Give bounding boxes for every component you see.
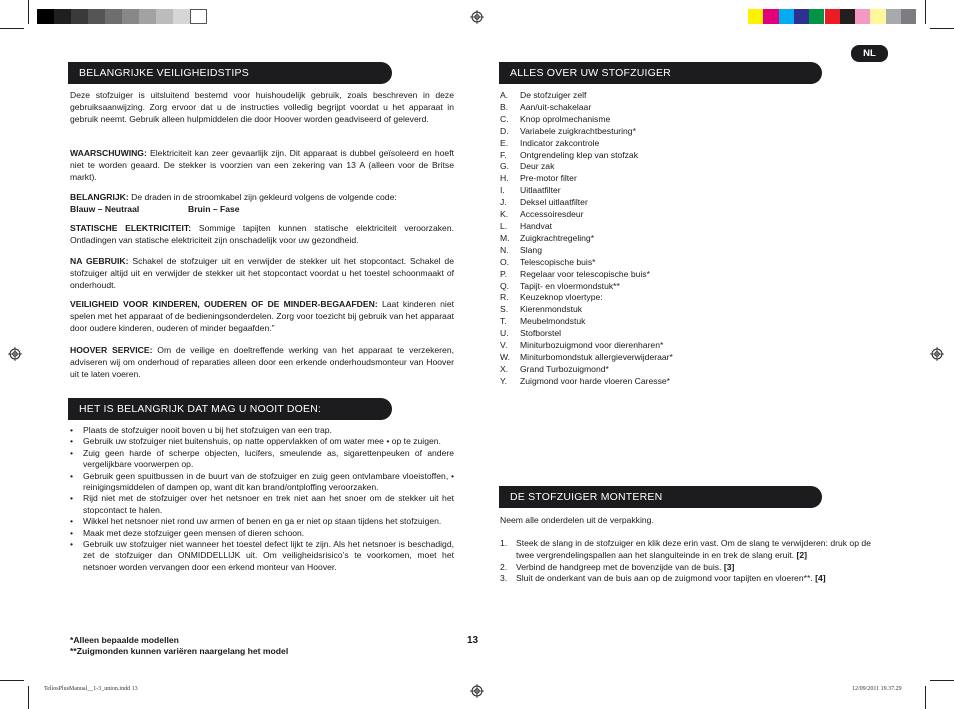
assembly-step	[500, 538, 890, 562]
part-item	[500, 185, 860, 197]
assemble-header: DE STOFZUIGER MONTEREN	[499, 486, 822, 508]
crop-mark	[28, 686, 29, 709]
footnote-nozzles: **Zuigmonden kunnen variëren naargelang het model	[70, 646, 289, 656]
color-swatch	[901, 9, 916, 24]
never-do-item: • Gebruik uw stofzuiger niet wanneer het toestel defect lijkt te zijn. Als het netsnoer is beschadigd, zet de stofzuiger dan ONMIDDELLIJK uit. Om veiligheidsrisico’s te voorkomen, moet het netsnoer worden vervangen door een erkend monteur van Hoover.	[70, 539, 454, 573]
color-swatch	[886, 9, 901, 24]
step-number: 2.	[500, 561, 508, 572]
assembly-step	[500, 562, 890, 574]
never-do-item: • Plaats de stofzuiger nooit boven u bij het stofzuigen van een trap.	[70, 425, 454, 436]
part-item	[500, 138, 860, 150]
safety-tips-header: BELANGRIJKE VEILIGHEIDSTIPS	[68, 62, 392, 84]
footnote-models: *Alleen bepaalde modellen	[70, 635, 179, 645]
service-paragraph	[70, 345, 454, 380]
step-text: Steek de slang in de stofzuiger en klik deze erin vast. Om de slang te verwijderen: druk op de twee vergrendelingspallen aan het slanguiteinde in en trek de slang eruit.	[516, 538, 871, 560]
part-letter: D.	[500, 125, 509, 136]
part-item	[500, 126, 860, 138]
registration-mark-icon	[470, 10, 484, 24]
crop-mark	[930, 680, 954, 681]
part-item	[500, 257, 860, 269]
part-item	[500, 150, 860, 162]
part-item	[500, 376, 860, 388]
part-item	[500, 304, 860, 316]
part-item	[500, 221, 860, 233]
static-label: STATISCHE ELEKTRICITEIT:	[70, 223, 192, 233]
never-do-item: • Maak met deze stofzuiger geen mensen of dieren schoon.	[70, 528, 454, 539]
step-text: Verbind de handgreep met de bovenzijde van de buis.	[516, 561, 722, 572]
wire-brown: Bruin – Fase	[188, 203, 240, 214]
part-letter: B.	[500, 101, 509, 112]
color-swatch	[748, 9, 763, 24]
color-swatch	[870, 9, 885, 24]
never-do-header: HET IS BELANGRIJK DAT MAG U NOOIT DOEN:	[68, 398, 392, 420]
assembly-step	[500, 573, 890, 585]
part-item	[500, 281, 860, 293]
part-letter: G.	[500, 161, 510, 172]
children-paragraph	[70, 299, 454, 334]
children-text: Laat kinderen niet spelen met het apparaat of de bedieningsonderdelen. Zorg voor toezicht bij gebruik van het apparaat door oudere kinderen, ouderen of minder begaafden.”	[70, 299, 454, 333]
part-item	[500, 292, 860, 304]
crop-mark	[28, 0, 29, 24]
gray-swatch	[105, 9, 122, 24]
file-slug: TelíosPlusManual__1-3_union.indd 13	[44, 686, 138, 692]
part-letter: F.	[500, 149, 507, 160]
figure-reference: [3]	[723, 561, 735, 572]
part-label: Zuigmond voor harde vloeren Caresse*	[520, 375, 670, 386]
registration-mark-icon	[930, 347, 944, 361]
part-label: Stofborstel	[520, 328, 562, 339]
assembly-steps-list	[500, 538, 890, 585]
part-letter: O.	[500, 256, 510, 267]
part-letter: W.	[500, 351, 511, 362]
part-label: Slang	[520, 244, 542, 255]
wire-blue: Blauw – Neutraal	[70, 203, 140, 214]
part-item	[500, 328, 860, 340]
color-swatch	[840, 9, 855, 24]
part-letter: C.	[500, 113, 509, 124]
part-letter: V.	[500, 340, 508, 351]
never-do-item: • Rijd niet met de stofzuiger over het netsnoer en trek niet aan het snoer om de stekker uit het stopcontact te halen.	[70, 493, 454, 516]
part-label: Pre-motor filter	[520, 173, 577, 184]
part-label: Aan/uit-schakelaar	[520, 101, 592, 112]
part-letter: Q.	[500, 280, 510, 291]
language-badge: NL	[851, 45, 888, 62]
important-label: BELANGRIJK:	[70, 192, 129, 202]
after-use-paragraph	[70, 256, 454, 291]
crop-mark	[925, 0, 926, 24]
part-label: Telescopische buis*	[520, 256, 596, 267]
gray-swatch	[122, 9, 139, 24]
service-text: Om de veilige en doeltreffende werking van het apparaat te verzekeren, adviseren wij om onderhoud of reparaties alleen door een erkende onderhoudsmonteur van Hoover uit te laten voeren.	[70, 345, 454, 379]
color-swatch	[825, 9, 840, 24]
assemble-intro: Neem alle onderdelen uit de verpakking.	[500, 515, 654, 525]
part-letter: T.	[500, 316, 507, 327]
part-label: Ontgrendeling klep van stofzak	[520, 149, 638, 160]
never-do-item: • Zuig geen harde of scherpe objecten, lucifers, smeulende as, sigarettenpeuken of andere vergelijkbare voorwerpen op.	[70, 448, 454, 471]
part-label: Meubelmondstuk	[520, 316, 586, 327]
part-label: Regelaar voor telescopische buis*	[520, 268, 650, 279]
step-number: 1.	[500, 538, 508, 548]
part-letter: P.	[500, 268, 508, 279]
part-letter: A.	[500, 90, 509, 100]
crop-mark	[925, 686, 926, 709]
part-item	[500, 114, 860, 126]
part-letter: J.	[500, 197, 507, 208]
figure-reference: [2]	[796, 549, 807, 560]
part-letter: L.	[500, 220, 508, 231]
part-letter: I.	[500, 185, 505, 196]
warning-paragraph	[70, 148, 454, 183]
part-item	[500, 90, 860, 102]
page-number: 13	[467, 635, 479, 646]
part-label: Miniturbozuigmond voor dierenharen*	[520, 340, 664, 351]
important-text: De draden in de stroomkabel zijn gekleurd volgens de volgende code:	[128, 192, 397, 202]
never-do-list	[70, 425, 454, 573]
part-item	[500, 233, 860, 245]
gray-swatch	[190, 9, 207, 24]
part-label: Deksel uitlaatfilter	[520, 197, 588, 208]
part-letter: N.	[500, 244, 509, 255]
step-number: 3.	[500, 573, 508, 584]
part-label: Grand Turbozuigmond*	[520, 363, 609, 374]
color-swatch	[794, 9, 809, 24]
registration-mark-icon	[8, 347, 22, 361]
registration-mark-icon	[470, 684, 484, 698]
warning-label: WAARSCHUWING:	[70, 148, 147, 158]
after-use-label: NA GEBRUIK:	[70, 256, 129, 266]
crop-mark	[0, 28, 24, 29]
color-swatch	[855, 9, 870, 24]
part-label: Accessoiresdeur	[520, 209, 584, 220]
part-item	[500, 352, 860, 364]
children-label: VEILIGHEID VOOR KINDEREN, OUDEREN OF DE MINDER-BEGAAFDEN:	[70, 299, 378, 309]
gray-swatch	[139, 9, 156, 24]
part-item	[500, 364, 860, 376]
gray-swatch	[37, 9, 54, 24]
color-swatch	[779, 9, 794, 24]
gray-swatch	[156, 9, 173, 24]
color-swatch	[809, 9, 824, 24]
part-letter: H.	[500, 173, 509, 184]
part-letter: X.	[500, 363, 509, 374]
part-label: Variabele zuigkrachtbesturing*	[520, 125, 636, 136]
part-letter: U.	[500, 328, 509, 339]
gray-swatch	[173, 9, 190, 24]
crop-mark	[0, 680, 24, 681]
parts-list	[500, 90, 860, 388]
part-item	[500, 173, 860, 185]
crop-mark	[930, 28, 954, 29]
part-label: Indicator zakcontrole	[520, 137, 600, 148]
date-slug: 12/09/2011 19.37.29	[852, 686, 902, 692]
static-paragraph	[70, 223, 454, 247]
step-text: Sluit de onderkant van de buis aan op de zuigmond voor tapijten en vloeren**.	[516, 573, 813, 584]
part-letter: Y.	[500, 375, 508, 386]
part-letter: M.	[500, 232, 510, 243]
part-label: Handvat	[520, 220, 553, 231]
part-label: Uitlaatfilter	[520, 185, 561, 196]
important-paragraph	[70, 192, 454, 216]
part-item	[500, 316, 860, 328]
part-item	[500, 340, 860, 352]
part-label: Zuigkrachtregeling*	[520, 232, 595, 243]
part-letter: K.	[500, 209, 509, 220]
part-item	[500, 197, 860, 209]
part-item	[500, 245, 860, 257]
part-item	[500, 269, 860, 281]
part-item	[500, 209, 860, 221]
part-letter: R.	[500, 292, 509, 303]
part-letter: E.	[500, 137, 509, 148]
gray-swatch	[54, 9, 71, 24]
part-label: Keuzeknop vloertype:	[520, 292, 603, 303]
gray-swatch	[71, 9, 88, 24]
part-letter: S.	[500, 304, 509, 315]
never-do-item: • Gebruik geen spuitbussen in de buurt van de stofzuiger en zuig geen ontvlambare vloeistoffen, • reinigingsmiddelen of dampen op, want dit kan brand/ontploffing veroorzaken.	[70, 471, 454, 494]
part-label: Deur zak	[520, 161, 555, 172]
part-label: Miniturbomondstuk allergieverwijderaar*	[520, 351, 673, 362]
part-label: Knop oprolmechanisme	[520, 113, 611, 124]
gray-swatch	[88, 9, 105, 24]
warning-text: Elektriciteit kan zeer gevaarlijk zijn. Dit apparaat is dubbel geïsoleerd en hoeft niet te worden geaard. De stekker is voorzien van een zekering van 13 A (alleen voor de Britse markt).	[70, 148, 454, 182]
parts-header: ALLES OVER UW STOFZUIGER	[499, 62, 822, 84]
part-item	[500, 102, 860, 114]
figure-reference: [4]	[815, 573, 826, 584]
part-label: De stofzuiger zelf	[520, 90, 587, 100]
service-label: HOOVER SERVICE:	[70, 345, 153, 355]
after-use-text: Schakel de stofzuiger uit en verwijder de stekker uit het stopcontact. Schakel de stofzuiger altijd uit en verwijder de stekker uit het stopcontact voordat u het toestel schoonmaakt of onderhoudt.	[70, 256, 454, 290]
part-label: Kierenmondstuk	[520, 304, 583, 315]
static-text: Sommige tapijten kunnen statische elektriciteit veroorzaken. Ontladingen van statische elektriciteit zijn onschadelijk voor uw gezondheid.	[70, 223, 455, 245]
intro-paragraph: Deze stofzuiger is uitsluitend bestemd voor huishoudelijk gebruik, zoals beschreven in deze gebruiksaanwijzing. Zorg ervoor dat u de instructies volledig begrijpt voordat u het apparaat in gebruik neemt. Gebruik alleen hulpmiddelen die door Hoover worden geadviseerd of geleverd.	[70, 90, 454, 124]
never-do-item: • Wikkel het netsnoer niet rond uw armen of benen en ga er niet op staan tijdens het stofzuigen.	[70, 516, 454, 527]
part-item	[500, 161, 860, 173]
never-do-item: • Gebruik uw stofzuiger niet buitenshuis, op natte oppervlakken of om water mee • op te zuigen.	[70, 436, 454, 447]
part-label: Tapijt- en vloermondstuk**	[520, 280, 620, 291]
color-swatch	[763, 9, 778, 24]
